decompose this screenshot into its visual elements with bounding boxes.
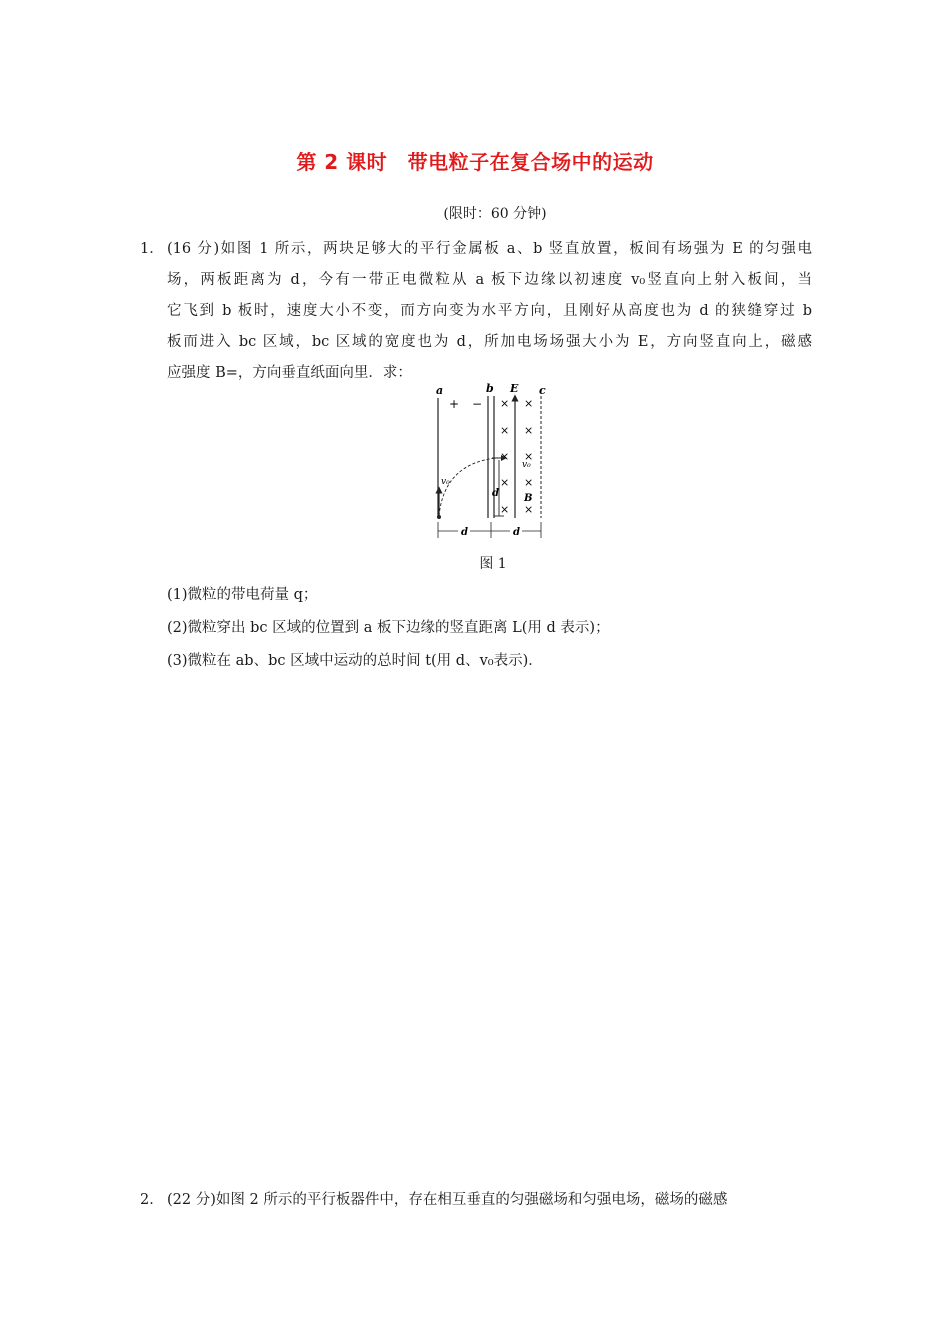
label-a: a [436,384,444,397]
b-field-cross: × [524,450,534,463]
question-1-line-2: 场，两板距离为 d，今有一带正电微粒从 a 板下边缘以初速度 v₀竖直向上射入板间，当 [167,272,812,288]
plus-sign: + [449,397,460,411]
d-label-vertical: d [492,488,499,499]
subquestion-2: (2)微粒穿出 bc 区域的位置到 a 板下边缘的竖直距离 L(用 d 表示)； [167,620,610,636]
question-1-number: 1． [140,241,164,257]
subquestion-1: (1)微粒的带电荷量 q； [167,587,318,603]
v0-label-right: v₀ [522,460,531,470]
label-c: c [539,384,546,397]
v0-label-left: v₀ [441,477,450,487]
question-1-line-4: 板而进入 bc 区域，bc 区域的宽度也为 d，所加电场场强大小为 E，方向竖直向上，磁感 [167,334,812,350]
figure-1-caption: 图 1 [479,556,507,572]
question-2-line-1: (22 分)如图 2 所示的平行板器件中，存在相互垂直的匀强磁场和匀强电场，磁场的磁感 [167,1192,728,1208]
b-field-cross: × [500,503,510,516]
question-1-line-1: (16 分)如图 1 所示，两块足够大的平行金属板 a、b 竖直放置，板间有场强为 E 的匀强电 [167,241,812,257]
label-b: b [486,382,494,395]
b-field-cross: × [524,476,534,489]
label-E: E [510,382,519,395]
b-field-cross: × [524,397,534,410]
question-1-line-5: 应强度 B=，方向垂直纸面向里．求： [167,365,412,381]
b-field-cross: × [524,503,534,516]
minus-sign: − [472,397,483,411]
b-field-cross: × [500,424,510,437]
figure-1-diagram [424,380,554,542]
page-title: 第 2 课时 带电粒子在复合场中的运动 [296,150,654,174]
question-1-line-3: 它飞到 b 板时，速度大小不变，而方向变为水平方向，且刚好从高度也为 d 的狭缝穿过 b [167,303,812,319]
b-field-cross: × [524,424,534,437]
subquestion-3: (3)微粒在 ab、bc 区域中运动的总时间 t(用 d、v₀表示)． [167,653,543,669]
d-label-bottom-right: d [513,527,520,538]
question-2-number: 2． [140,1192,164,1208]
particle-dot [437,515,441,519]
figure-1 [424,380,554,542]
B-label: B [524,493,533,504]
d-label-bottom-left: d [461,527,468,538]
time-limit: (限时：60 分钟) [443,206,547,222]
b-field-cross: × [500,397,510,410]
b-field-cross: × [500,450,510,463]
b-field-cross: × [500,476,510,489]
